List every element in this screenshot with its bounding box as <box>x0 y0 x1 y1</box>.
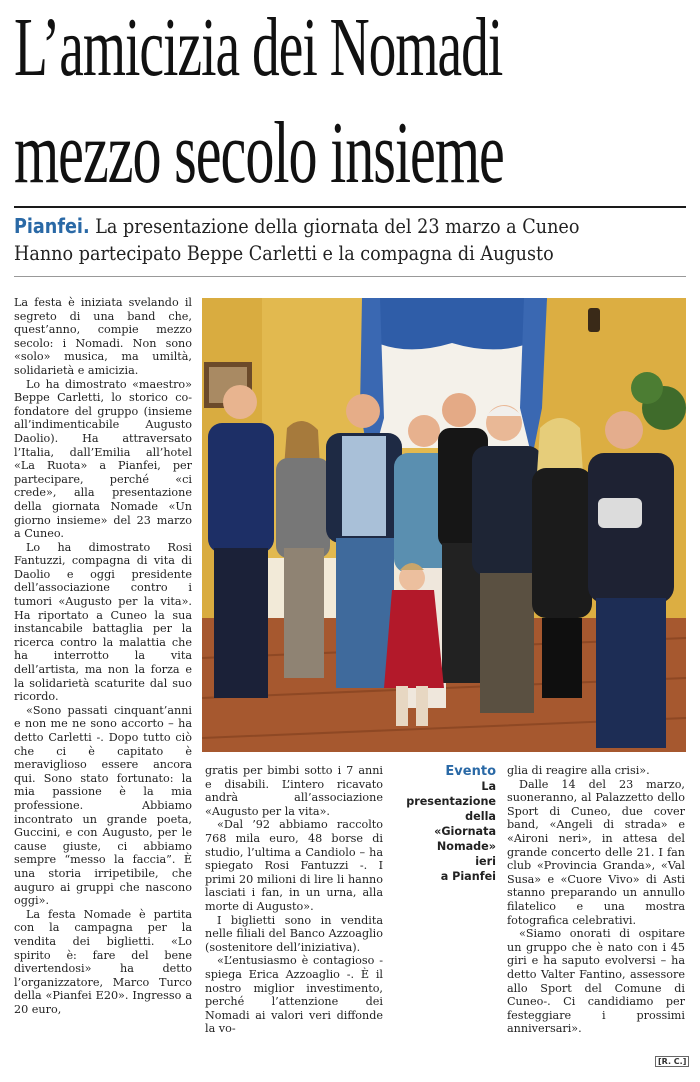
paragraph: «Sono passati cinquant’anni e non me ne sono accorto – ha detto Carletti -. Dopo tutto ciò che ci è capitato è meraviglioso essere ancora qui. Sono stato fortunato: la mia passione è la mia professione. Abbiamo incontrato un grande poeta, Guccini, e con Augusto, per le cause giuste, ci abbiamo sempre “messo la faccia”. È una storia irripetibile, che auguro ai gruppi che nascono oggi». <box>14 703 192 908</box>
subheadline-line-1 <box>14 213 612 239</box>
paragraph: «Siamo onorati di ospitare un gruppo che è nato con i 45 giri e ha saputo evolversi – ha detto Valter Fantino, assessore allo Sport del Comune di Cuneo-. Ci candidiamo per festeggiare i prossimi anniversari». <box>507 927 685 1036</box>
headline-line-1: L’amicizia dei Nomadi <box>14 1 503 94</box>
caption-line: presentazione <box>406 795 496 808</box>
subheadline-kicker: Pianfei. <box>14 214 90 238</box>
article-column-2 <box>205 764 383 1036</box>
paragraph: I biglietti sono in vendita nelle filiali del Banco Azzoaglio (sostenitore dell’iniziativa). <box>205 913 383 954</box>
paragraph: Dalle 14 del 23 marzo, suoneranno, al Palazzetto dello Sport di Cuneo, due cover band, «Angeli di strada» e «Aironi neri», in attesa del grande concerto delle 21. I fan club «Provincia Granda», «Val Susa» e «Cuore Vivo» di Asti stanno preparando un annullo filatelico e una mostra fotografica celebrativi. <box>507 777 685 927</box>
caption-line: Nomade» <box>436 840 496 853</box>
headline-line-2: mezzo secolo insieme <box>14 105 504 202</box>
article-column-1 <box>14 296 192 1016</box>
event-photo <box>202 298 686 752</box>
paragraph: glia di reagire alla crisi». <box>507 764 650 777</box>
paragraph: Lo ha dimostrato Rosi Fantuzzi, compagna di vita di Daolio e oggi presidente dell’associazione contro i tumori «Augusto per la vita». Ha riportato a Cuneo la sua instancabile battaglia per la ricerca contro la malattia che ha interrotto la vita dell’artista, ma non la forza e la solidarietà scaturite dal suo ricordo. <box>14 540 192 704</box>
caption-line: ieri <box>475 855 496 868</box>
paragraph: gratis per bimbi sotto i 7 anni e disabili. L’intero ricavato andrà all’associazione «Augusto per la vita». <box>205 764 383 818</box>
subheadline-rule <box>14 276 686 277</box>
subheadline-line-2: Hanno partecipato Beppe Carletti e la compagna di Augusto <box>14 241 554 265</box>
headline-rule <box>14 206 686 208</box>
caption-line: La <box>481 780 496 793</box>
caption-line: «Giornata <box>434 825 496 838</box>
paragraph: Lo ha dimostrato «maestro» Beppe Carletti, lo storico co-fondatore del gruppo (insieme all’indimenticabile Augusto Daolio). Ha attraversato l’Italia, dall’Emilia all’hotel «La Ruota» a Pianfei, per partecipare, perché «ci crede», alla presentazione della giornata Nomade «Un giorno insieme» del 23 marzo a Cuneo. <box>14 377 192 541</box>
paragraph: «Dal ’92 abbiamo raccolto 768 mila euro, 48 borse di studio, l’ultima a Candiolo – ha spiegato Rosi Fantuzzi -. I primi 20 milioni di lire li hanno lasciati i fan, in un urna, alla morte di Augusto». <box>205 818 383 913</box>
caption-line: della <box>465 810 496 823</box>
subheadline-text-1: La presentazione della giornata del 23 marzo a Cuneo <box>95 214 580 238</box>
paragraph: «L’entusiasmo è contagioso - spiega Erica Azzoaglio -. È il nostro miglior investimento, perché l’attenzione dei Nomadi ai valori veri diffonde la vo- <box>205 954 383 1036</box>
caption-line: a Pianfei <box>440 870 496 883</box>
photo-caption <box>396 764 496 884</box>
author-signature: [R. C.] <box>655 1056 689 1067</box>
paragraph: La festa Nomade è partita con la campagna per la vendita dei biglietti. «Lo spirito è: fare del bene divertendosi» ha detto l’organizzatore, Marco Turco della «Pianfei E20». Ingresso a 20 euro, <box>14 907 192 1016</box>
caption-text <box>396 779 496 884</box>
paragraph: La festa è iniziata svelando il segreto di una band che, quest’anno, compie mezzo secolo: i Nomadi. Non sono «solo» musica, ma umiltà, solidarietà e amicizia. <box>14 296 192 377</box>
caption-label: Evento <box>445 764 496 779</box>
article-column-4 <box>507 764 685 1036</box>
